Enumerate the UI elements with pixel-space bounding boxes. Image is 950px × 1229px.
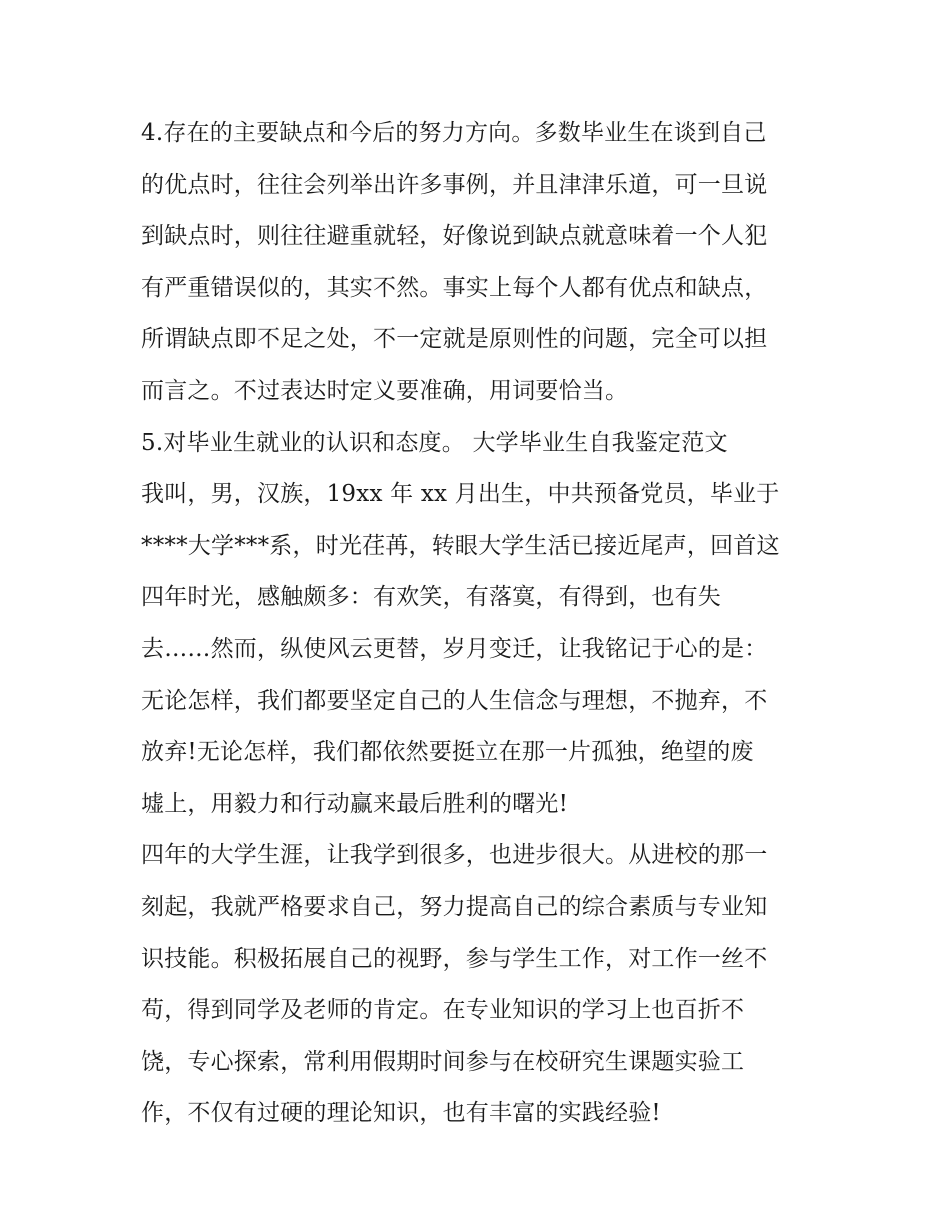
text-line: 所谓缺点即不足之处，不一定就是原则性的问题，完全可以担 [141, 326, 768, 353]
text-line: 4.存在的主要缺点和今后的努力方向。多数毕业生在谈到自己 [141, 120, 767, 146]
text-line: 有严重错误似的，其实不然。事实上每个人都有优点和缺点， [141, 274, 768, 301]
text-line: 四年时光，感触颇多：有欢笑，有落寞，有得到，也有失 [141, 584, 721, 611]
text-line: 识技能。积极拓展自己的视野，参与学生工作，对工作一丝不 [141, 945, 768, 972]
text-line: 苟，得到同学及老师的肯定。在专业知识的学习上也百折不 [141, 997, 745, 1024]
text-line: 我叫，男，汉族，19xx 年 xx 月出生，中共预备党员，毕业于 [141, 481, 780, 508]
text-line: 的优点时，往往会列举出许多事例，并且津津乐道，可一旦说 [141, 171, 768, 198]
text-line: 5.对毕业生就业的认识和态度。 大学毕业生自我鉴定范文 [141, 429, 728, 456]
text-line: 去……然而，纵使风云更替，岁月变迁，让我铭记于心的是： [141, 635, 768, 662]
text-line: 到缺点时，则往往避重就轻，好像说到缺点就意味着一个人犯 [141, 223, 768, 250]
text-line: 无论怎样，我们都要坚定自己的人生信念与理想，不抛弃，不 [141, 687, 768, 714]
text-line: 刻起，我就严格要求自己，努力提高自己的综合素质与专业知 [141, 893, 768, 920]
text-line: 墟上，用毅力和行动赢来最后胜利的曙光! [141, 790, 569, 817]
text-line: 放弃!无论怎样，我们都依然要挺立在那一片孤独，绝望的废 [141, 739, 754, 766]
text-line: ****大学***系，时光荏苒，转眼大学生活已接近尾声，回首这 [141, 532, 780, 559]
text-line: 作，不仅有过硬的理论知识，也有丰富的实践经验! [141, 1100, 661, 1127]
text-line: 而言之。不过表达时定义要准确，用词要恰当。 [141, 377, 629, 404]
text-line: 四年的大学生涯，让我学到很多，也进步很大。从进校的那一 [141, 842, 768, 869]
text-line: 饶，专心探索，常利用假期时间参与在校研究生课题实验工 [141, 1048, 745, 1075]
document-body [141, 108, 816, 1140]
